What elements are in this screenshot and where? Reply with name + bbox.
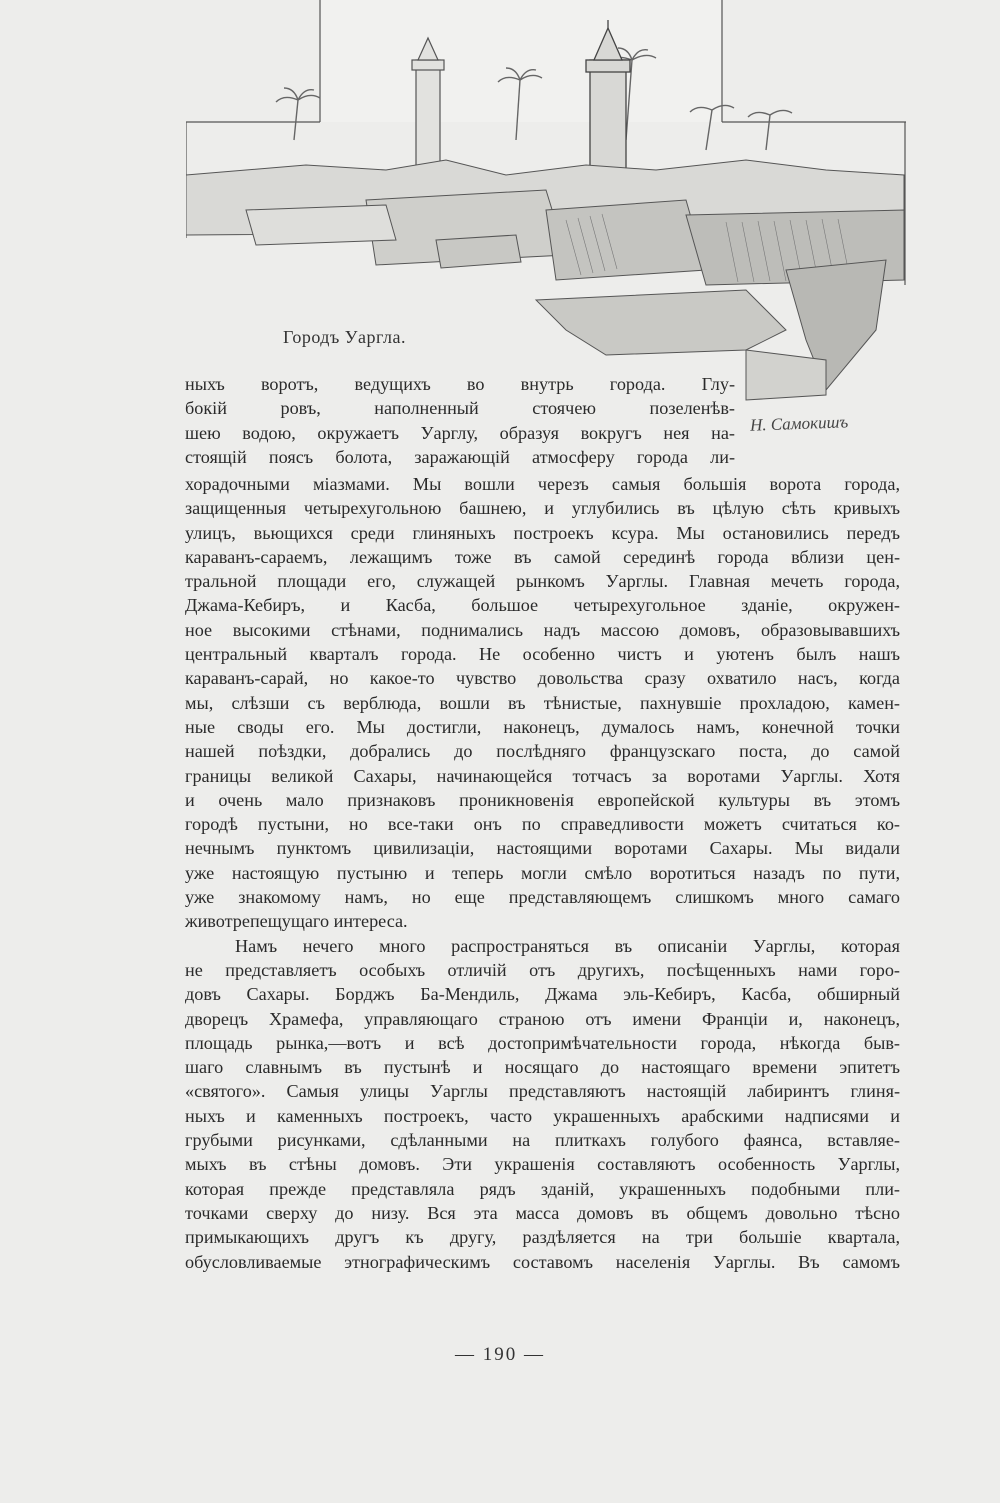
city-illustration [186, 0, 906, 410]
text-line: мыхъ въ стѣны домовъ. Эти украшенія составляютъ особенность Уарглы, [185, 1154, 900, 1175]
text-line: нашей поѣздки, добрались до послѣдняго французскаго поста, до самой [185, 741, 900, 762]
text-line: городѣ пустыни, но все-таки онъ по справедливости можетъ считаться ко- [185, 814, 900, 835]
paragraph-1 [185, 472, 900, 934]
text-line: Джама-Кебиръ, и Касба, большое четырехугольное зданіе, окружен- [185, 595, 900, 616]
text-line: обусловливаемые этнографическимъ составомъ населенія Уарглы. Въ самомъ [185, 1251, 900, 1272]
text-line: которая прежде представляла рядъ зданій, украшенныхъ подобными пли- [185, 1178, 900, 1199]
text-line: точками сверху до низу. Вся эта масса домовъ въ общемъ довольно тѣсно [185, 1202, 900, 1223]
text-line: довъ Сахары. Борджъ Ба-Мендиль, Джама эль-Кебиръ, Касба, обширный [185, 984, 900, 1005]
text-line: «святого». Самыя улицы Уарглы представляютъ настоящій лабиринтъ глиня- [185, 1081, 900, 1102]
text-line: уже настоящую пустыню и теперь могли смѣло воротиться назадъ по пути, [185, 862, 900, 883]
text-line: ное высокими стѣнами, поднимались надъ массою домовъ, образовывавшихъ [185, 619, 900, 640]
text-line: бокій ровъ, наполненный стоячею позеленѣв- [185, 398, 735, 419]
artist-signature: Н. Самокишъ [749, 412, 849, 435]
text-line: стоящій поясъ болота, заражающій атмосферу города ли- [185, 446, 735, 467]
text-line: караванъ-сарай, но какое-то чувство довольства сразу охватило насъ, когда [185, 668, 900, 689]
text-line: нечнымъ пунктомъ цивилизаціи, настоящими воротами Сахары. Мы видали [185, 838, 900, 859]
text-line: ныхъ воротъ, ведущихъ во внутрь города. Глу- [185, 374, 735, 394]
text-line: улицъ, вьющихся среди глиняныхъ построекъ ксура. Мы остановились передъ [185, 522, 900, 543]
text-line: шею водою, окружаетъ Уарглу, образуя вокругъ нея на- [185, 422, 735, 443]
body-text [185, 472, 900, 1274]
text-line: шаго славнымъ въ пустынѣ и носящаго до настоящаго времени эпитетъ [185, 1057, 900, 1078]
text-wrap-beside-illustration [185, 372, 735, 469]
text-line: дворецъ Храмефа, управляющаго страною отъ имени Франціи и, наконецъ, [185, 1008, 900, 1029]
text-line: и очень мало признаковъ проникновенія европейской культуры въ этомъ [185, 789, 900, 810]
text-line: уже знакомому намъ, но еще представляющемъ слишкомъ много самаго [185, 887, 900, 908]
text-line: Намъ нечего много распространяться въ описаніи Уарглы, которая [235, 935, 900, 956]
paragraph-2 [185, 934, 900, 1274]
text-line: караванъ-сараемъ, лежащимъ тоже въ самой серединѣ города вблизи цен- [185, 546, 900, 567]
text-line: площадь рынка,—вотъ и всѣ достопримѣчательности города, нѣкогда быв- [185, 1032, 900, 1053]
text-line: грубыми рисунками, сдѣланными на плиткахъ голубого фаянса, вставляе- [185, 1130, 900, 1151]
page-number: — 190 — [455, 1344, 545, 1365]
text-line: границы великой Сахары, начинающейся тотчасъ за воротами Уарглы. Хотя [185, 765, 900, 786]
text-line: ные своды его. Мы достигли, наконецъ, думалось намъ, конечной точки [185, 716, 900, 737]
text-line: хорадочными міазмами. Мы вошли черезъ самыя большія ворота города, [185, 474, 900, 494]
text-line: ныхъ и каменныхъ построекъ, часто украшенныхъ арабскими надписями и [185, 1105, 900, 1126]
text-line: защищенныя четырехугольною башнею, и углубились въ цѣлую сѣть кривыхъ [185, 498, 900, 519]
text-line: тральной площади его, служащей рынкомъ Уарглы. Главная мечеть города, [185, 571, 900, 592]
text-line: животрепещущаго интереса. [185, 911, 408, 932]
text-line: примыкающихъ другъ къ другу, раздѣляется на три большіе квартала, [185, 1227, 900, 1248]
text-line: не представляетъ особыхъ отличій отъ другихъ, посѣщенныхъ нами горо- [185, 959, 900, 980]
text-line: мы, слѣзши съ верблюда, вошли въ тѣнистые, пахнувшіе прохладою, камен- [185, 692, 900, 713]
illustration-caption: Городъ Уаргла. [283, 327, 406, 347]
text-line: центральный кварталъ города. Не особенно чистъ и уютенъ былъ нашъ [185, 644, 900, 665]
